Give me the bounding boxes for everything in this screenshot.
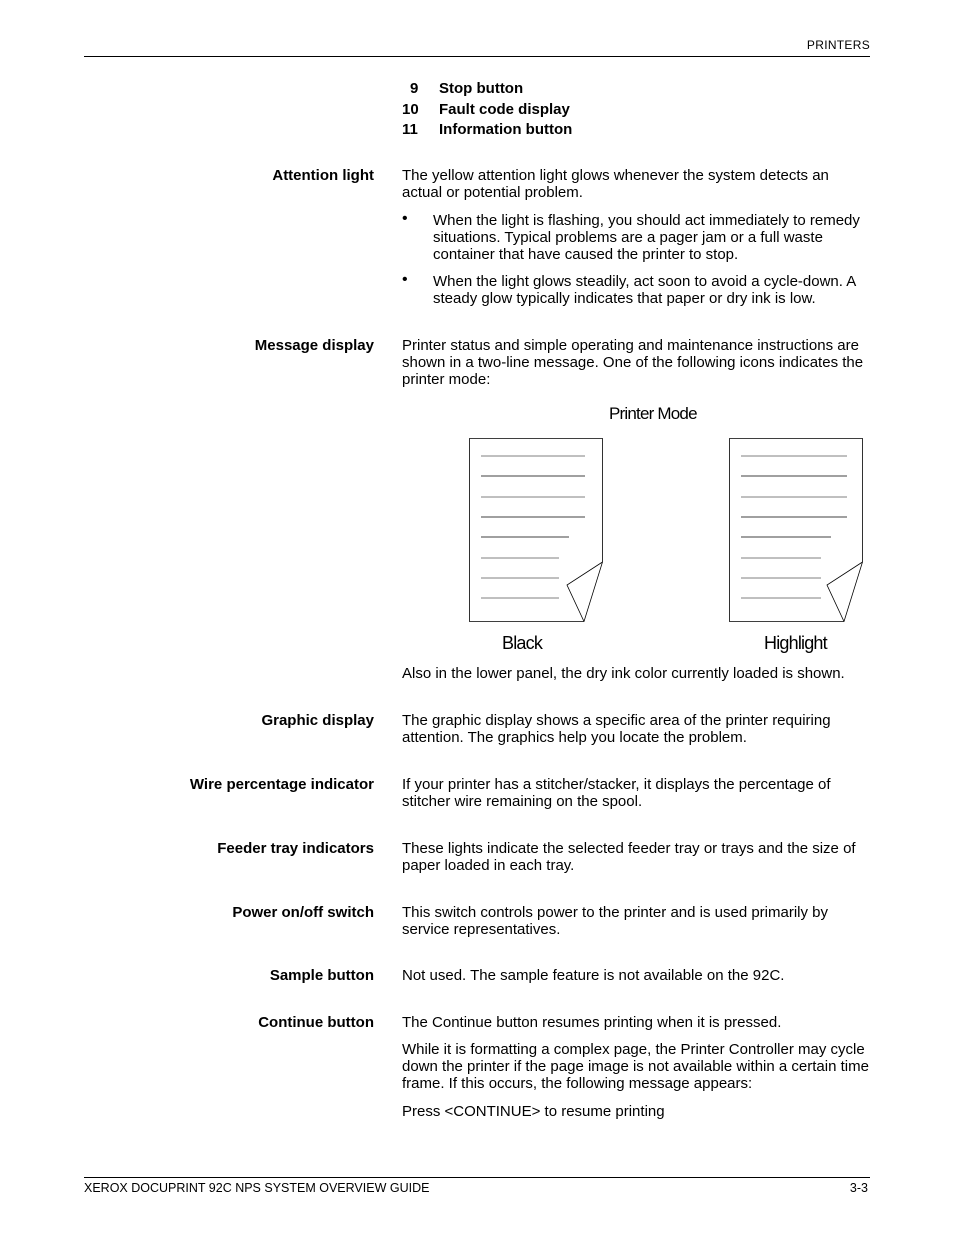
list-item — [402, 80, 572, 101]
highlight-mode-page-icon — [729, 438, 863, 622]
continue-message: Press <CONTINUE> to resume printing — [402, 1103, 665, 1120]
bullet-icon: • — [402, 271, 408, 288]
sample-button-heading: Sample button — [269, 967, 374, 984]
item-label: Fault code display — [439, 100, 570, 118]
power-switch-text: This switch controls power to the printer and is used primarily by service representatives. — [402, 904, 829, 938]
bullet-text: When the light glows steadily, act soon to avoid a cycle-down. A steady glow typically indicates that paper or dry ink is low. — [433, 273, 856, 307]
feeder-tray-text: These lights indicate the selected feeder tray or trays and the size of paper loaded in each tray. — [402, 840, 856, 874]
continue-button-heading: Continue button — [258, 1014, 374, 1031]
page-number: 3-3 — [849, 1181, 868, 1195]
black-mode-page-icon — [469, 438, 603, 622]
item-number: 9 — [410, 80, 419, 97]
list-item — [402, 101, 572, 122]
bullet-icon: • — [402, 210, 408, 227]
bullet-item — [402, 273, 870, 307]
sample-button-text: Not used. The sample feature is not available on the 92C. — [402, 967, 785, 984]
feeder-tray-heading: Feeder tray indicators — [217, 840, 374, 857]
figure-title: Printer Mode — [609, 404, 697, 423]
running-header: PRINTERS — [806, 38, 870, 52]
message-display-heading: Message display — [254, 337, 374, 354]
continue-button-text: The Continue button resumes printing when it is pressed. — [402, 1014, 782, 1031]
black-mode-label: Black — [502, 633, 543, 653]
graphic-display-heading: Graphic display — [261, 712, 374, 729]
footer-rule — [84, 1177, 870, 1178]
item-number: 10 — [402, 100, 419, 118]
power-switch-heading: Power on/off switch — [232, 904, 374, 921]
continue-button-detail: While it is formatting a complex page, the Printer Controller may cycle down the printer if the page image is not available within a certain time frame. If this occurs, the following message appears: — [402, 1041, 869, 1092]
graphic-display-text: The graphic display shows a specific area of the printer requiring attention. The graphics help you locate the problem. — [402, 712, 831, 746]
dry-ink-note: Also in the lower panel, the dry ink color currently loaded is shown. — [402, 665, 845, 682]
attention-light-text: The yellow attention light glows whenever the system detects an actual or potential problem. — [402, 167, 829, 201]
highlight-mode-label: Highlight — [764, 633, 827, 653]
message-display-text: Printer status and simple operating and maintenance instructions are shown in a two-line message. One of the following icons indicates the printer mode: — [402, 337, 864, 388]
wire-percentage-text: If your printer has a stitcher/stacker, it displays the percentage of stitcher wire remaining on the spool. — [402, 776, 831, 810]
item-number: 11 — [402, 121, 418, 138]
header-rule — [84, 56, 870, 57]
bullet-item — [402, 212, 870, 263]
wire-percentage-heading: Wire percentage indicator — [189, 776, 374, 793]
footer-title: XEROX DOCUPRINT 92C NPS SYSTEM OVERVIEW GUIDE — [84, 1181, 430, 1195]
numbered-list — [402, 80, 572, 142]
item-label: Information button — [439, 121, 573, 138]
bullet-text: When the light is flashing, you should act immediately to remedy situations. Typical problems are a pager jam or a full waste container that have caused the printer to stop. — [433, 212, 860, 263]
item-label: Stop button — [439, 80, 524, 97]
attention-light-heading: Attention light — [272, 167, 374, 184]
list-item — [402, 121, 572, 142]
